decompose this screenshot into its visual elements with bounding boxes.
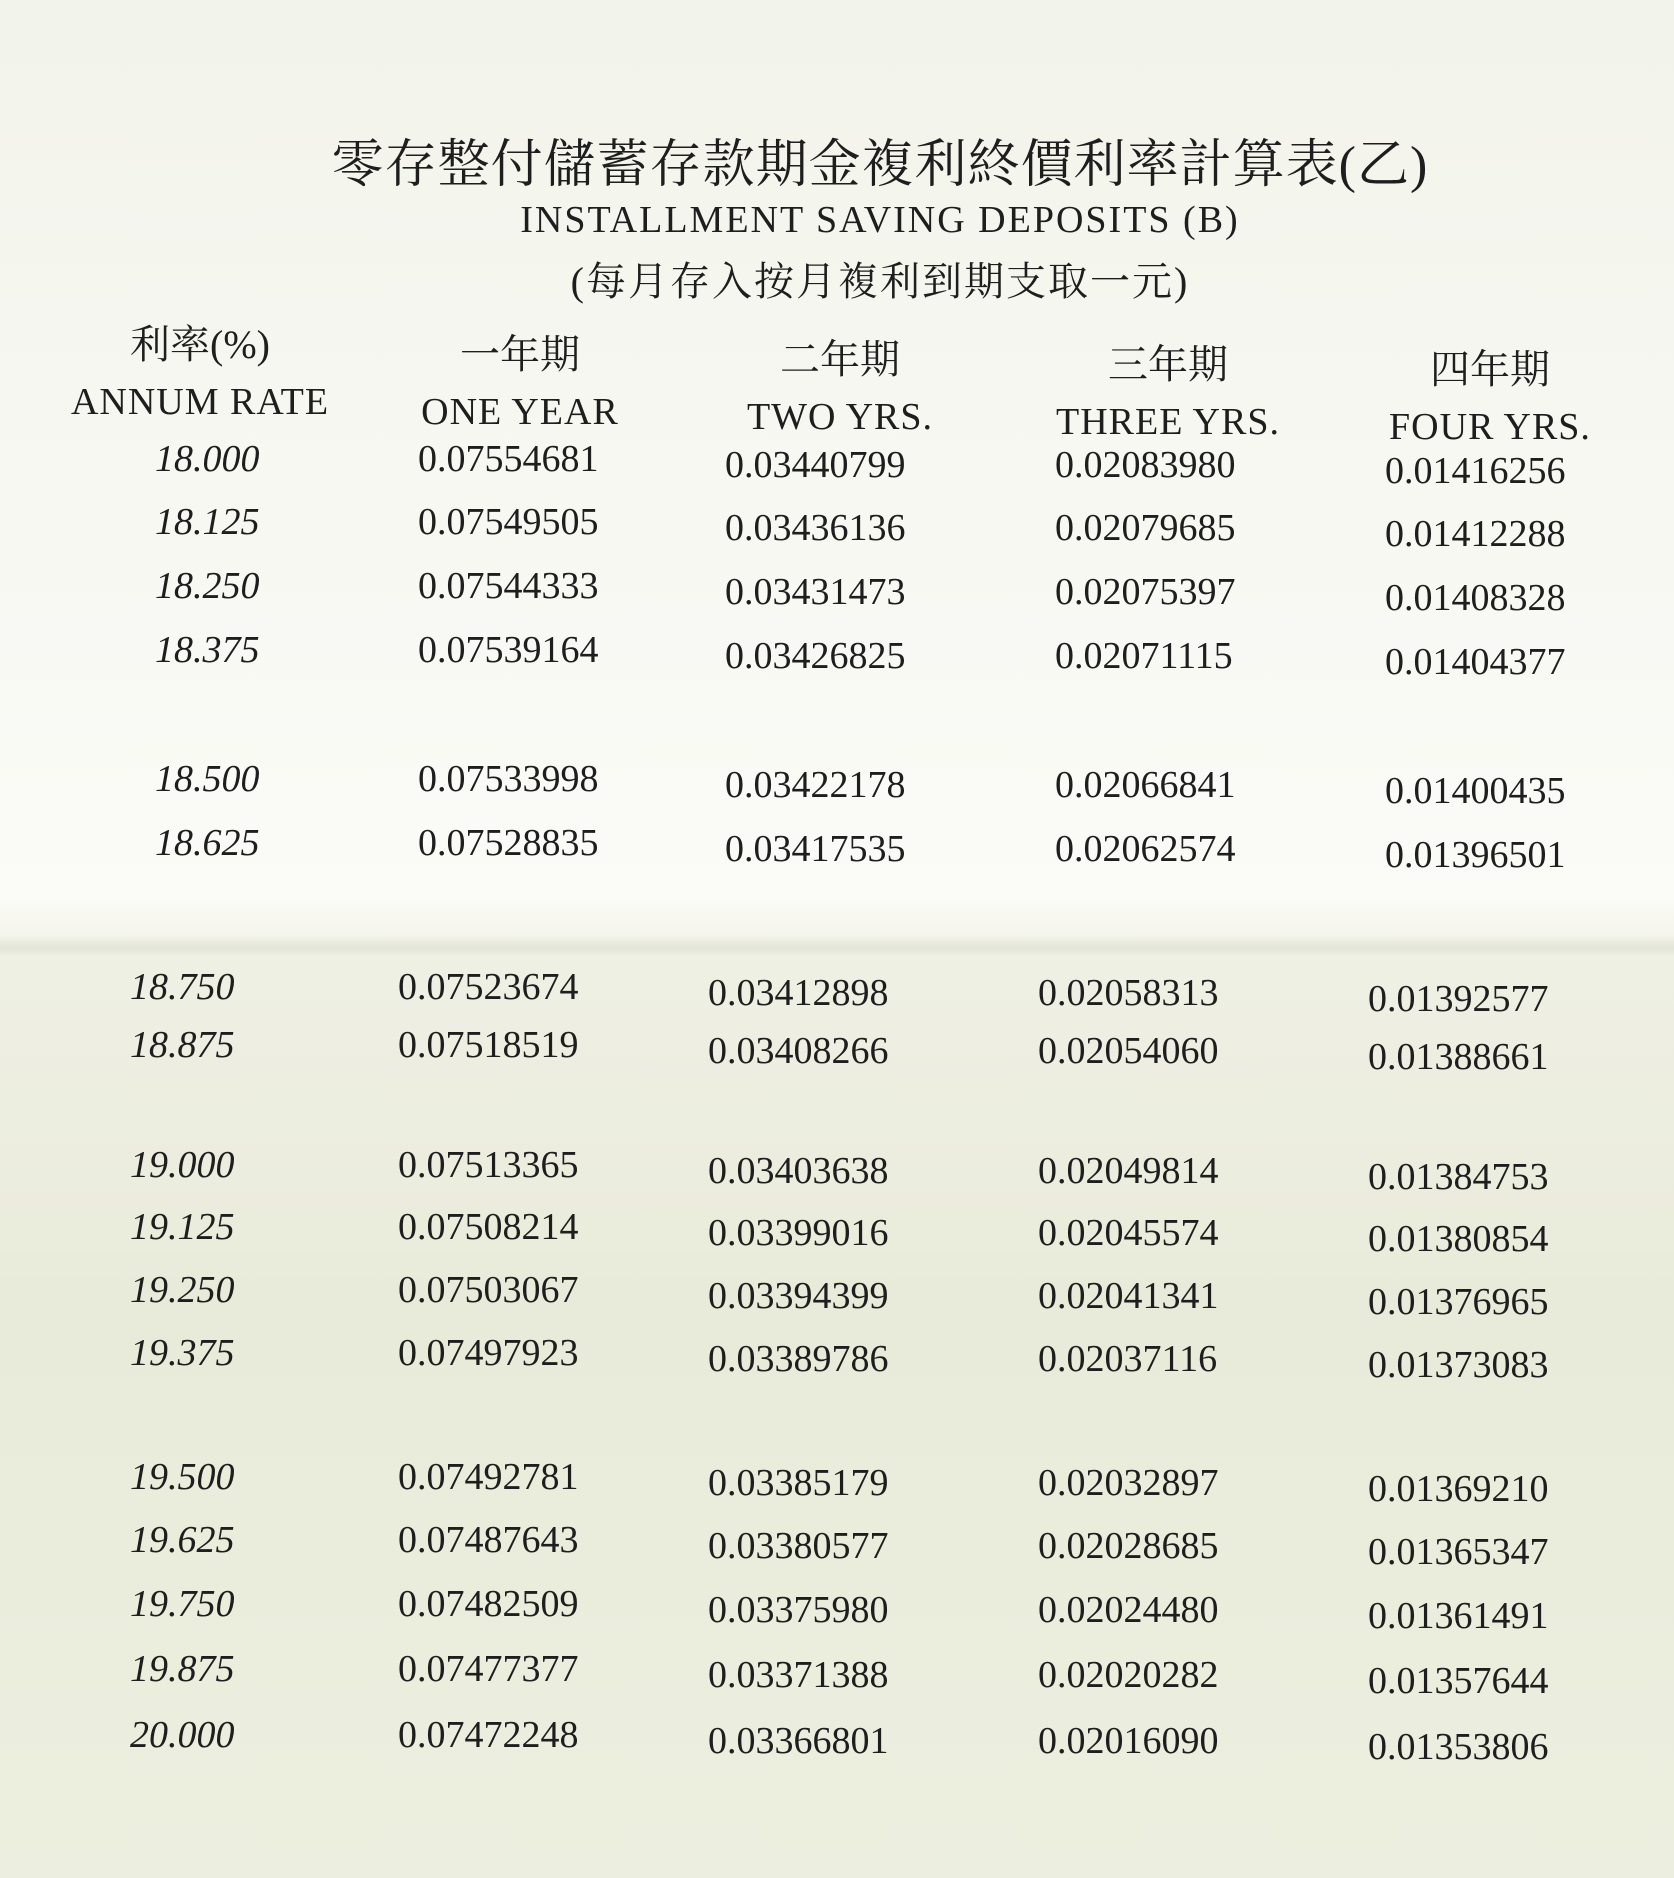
value-cell: 0.03403638 <box>708 1150 889 1192</box>
value-cell: 0.01376965 <box>1368 1281 1549 1323</box>
value-cell: 0.01357644 <box>1368 1660 1549 1702</box>
value-cell: 0.01373083 <box>1368 1344 1549 1386</box>
value-cell: 0.01400435 <box>1385 770 1566 812</box>
value-cell: 0.01392577 <box>1368 978 1549 1020</box>
value-cell: 0.01361491 <box>1368 1595 1549 1637</box>
value-cell: 0.02045574 <box>1038 1212 1219 1254</box>
value-cell: 0.03440799 <box>725 444 906 486</box>
value-cell: 0.01412288 <box>1385 513 1566 555</box>
column-header-zh: 一年期 <box>460 332 580 377</box>
rate-cell: 18.625 <box>155 822 260 864</box>
rate-cell: 20.000 <box>130 1714 235 1756</box>
value-cell: 0.01365347 <box>1368 1531 1549 1573</box>
value-cell: 0.02054060 <box>1038 1030 1219 1072</box>
value-cell: 0.01369210 <box>1368 1468 1549 1510</box>
value-cell: 0.02062574 <box>1055 828 1236 870</box>
rate-cell: 19.000 <box>130 1144 235 1186</box>
value-cell: 0.03389786 <box>708 1338 889 1380</box>
value-cell: 0.01416256 <box>1385 450 1566 492</box>
column-header-3 <box>998 342 1338 443</box>
rate-cell: 18.250 <box>155 565 260 607</box>
title-english: INSTALLMENT SAVING DEPOSITS (B) <box>520 199 1240 241</box>
value-cell: 0.02028685 <box>1038 1525 1219 1567</box>
value-cell: 0.07554681 <box>418 438 599 480</box>
value-cell: 0.02032897 <box>1038 1462 1219 1504</box>
rate-cell: 19.250 <box>130 1269 235 1311</box>
column-header-zh: 利率(%) <box>130 322 270 367</box>
column-header-1 <box>350 332 690 433</box>
value-cell: 0.02071115 <box>1055 635 1233 677</box>
column-header-zh: 二年期 <box>780 337 900 382</box>
value-cell: 0.07492781 <box>398 1456 579 1498</box>
value-cell: 0.03366801 <box>708 1720 889 1762</box>
value-cell: 0.07477377 <box>398 1648 579 1690</box>
rate-cell: 18.500 <box>155 758 260 800</box>
rate-cell: 19.750 <box>130 1583 235 1625</box>
value-cell: 0.03436136 <box>725 507 906 549</box>
value-cell: 0.02020282 <box>1038 1654 1219 1696</box>
value-cell: 0.07513365 <box>398 1144 579 1186</box>
column-header-en: THREE YRS. <box>1056 401 1280 443</box>
value-cell: 0.07497923 <box>398 1332 579 1374</box>
rate-cell: 19.625 <box>130 1519 235 1561</box>
column-header-zh: 四年期 <box>1430 347 1550 392</box>
value-cell: 0.01396501 <box>1385 834 1566 876</box>
column-header-en: ONE YEAR <box>421 391 619 433</box>
value-cell: 0.07544333 <box>418 565 599 607</box>
value-cell: 0.02066841 <box>1055 764 1236 806</box>
value-cell: 0.03371388 <box>708 1654 889 1696</box>
value-cell: 0.03399016 <box>708 1212 889 1254</box>
value-cell: 0.03394399 <box>708 1275 889 1317</box>
value-cell: 0.07528835 <box>418 822 599 864</box>
column-header-en: ANNUM RATE <box>70 381 330 423</box>
value-cell: 0.01384753 <box>1368 1156 1549 1198</box>
value-cell: 0.02037116 <box>1038 1338 1218 1380</box>
value-cell: 0.03408266 <box>708 1030 889 1072</box>
column-header-zh: 三年期 <box>1108 342 1228 387</box>
rate-cell: 18.000 <box>155 438 260 480</box>
value-cell: 0.03431473 <box>725 571 906 613</box>
value-cell: 0.07508214 <box>398 1206 579 1248</box>
value-cell: 0.02049814 <box>1038 1150 1219 1192</box>
column-header-0 <box>30 322 370 423</box>
value-cell: 0.01380854 <box>1368 1218 1549 1260</box>
value-cell: 0.07482509 <box>398 1583 579 1625</box>
value-cell: 0.07523674 <box>398 966 579 1008</box>
page-fold <box>0 935 1674 957</box>
value-cell: 0.07549505 <box>418 501 599 543</box>
rate-cell: 18.375 <box>155 629 260 671</box>
value-cell: 0.02075397 <box>1055 571 1236 613</box>
value-cell: 0.03375980 <box>708 1589 889 1631</box>
value-cell: 0.02083980 <box>1055 444 1236 486</box>
value-cell: 0.07518519 <box>398 1024 579 1066</box>
column-header-4 <box>1320 347 1660 448</box>
value-cell: 0.07539164 <box>418 629 599 671</box>
value-cell: 0.03422178 <box>725 764 906 806</box>
value-cell: 0.02024480 <box>1038 1589 1219 1631</box>
title-note: (每月存入按月複利到期支取一元) <box>570 259 1190 304</box>
rate-cell: 19.875 <box>130 1648 235 1690</box>
value-cell: 0.03412898 <box>708 972 889 1014</box>
value-cell: 0.02041341 <box>1038 1275 1219 1317</box>
rate-cell: 18.875 <box>130 1024 235 1066</box>
rate-cell: 19.375 <box>130 1332 235 1374</box>
column-header-2 <box>670 337 1010 438</box>
value-cell: 0.02058313 <box>1038 972 1219 1014</box>
value-cell: 0.01388661 <box>1368 1036 1549 1078</box>
value-cell: 0.07503067 <box>398 1269 579 1311</box>
value-cell: 0.01408328 <box>1385 577 1566 619</box>
rate-cell: 19.125 <box>130 1206 235 1248</box>
value-cell: 0.07472248 <box>398 1714 579 1756</box>
rate-cell: 18.125 <box>155 501 260 543</box>
value-cell: 0.03385179 <box>708 1462 889 1504</box>
rate-cell: 19.500 <box>130 1456 235 1498</box>
rate-cell: 18.750 <box>130 966 235 1008</box>
value-cell: 0.07487643 <box>398 1519 579 1561</box>
value-cell: 0.03380577 <box>708 1525 889 1567</box>
value-cell: 0.03426825 <box>725 635 906 677</box>
value-cell: 0.01353806 <box>1368 1726 1549 1768</box>
value-cell: 0.07533998 <box>418 758 599 800</box>
title-chinese: 零存整付儲蓄存款期金複利終價利率計算表(乙) <box>331 137 1429 194</box>
value-cell: 0.01404377 <box>1385 641 1566 683</box>
value-cell: 0.03417535 <box>725 828 906 870</box>
column-header-en: FOUR YRS. <box>1389 406 1591 448</box>
column-header-en: TWO YRS. <box>746 396 934 438</box>
value-cell: 0.02079685 <box>1055 507 1236 549</box>
value-cell: 0.02016090 <box>1038 1720 1219 1762</box>
